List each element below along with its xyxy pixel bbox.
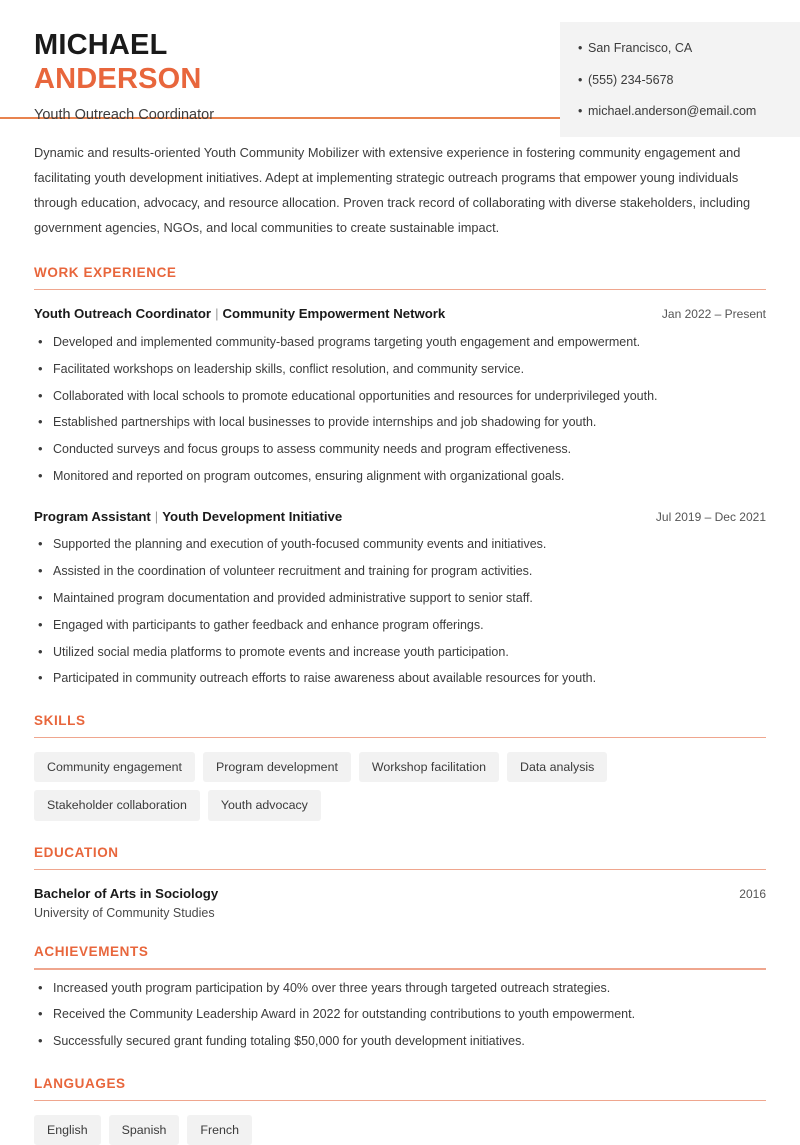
name-first-line xyxy=(34,28,214,62)
professional-summary: Dynamic and results-oriented Youth Community Mobilizer with extensive experience in fostering community engagement and facilitating youth development initiatives. Adept at implementing strategic outreach programs that empower young individuals through education, advocacy, and resource allocation. Proven track record of collaborating with diverse stakeholders, including government agencies, NGOs, and local communities to create sustainable impact. xyxy=(34,145,751,235)
contact-email-text[interactable]: michael.anderson@email.com xyxy=(588,104,757,118)
title-separator: | xyxy=(154,508,159,524)
section-title-skills: SKILLS xyxy=(34,712,86,728)
contact-item-phone[interactable] xyxy=(578,72,784,90)
bullet-icon: • xyxy=(578,72,583,87)
bullet-icon: • xyxy=(578,41,583,55)
section-divider xyxy=(34,737,766,739)
work-entry-title xyxy=(34,305,445,323)
list-item: • Collaborated with local schools to promote educational opportunities and resources for underprivileged youth. xyxy=(34,387,766,406)
work-role: Youth Outreach Coordinator xyxy=(34,306,212,322)
skill-chip: Community engagement xyxy=(34,752,195,782)
list-item: • Increased youth program participation by 40% over three years through targeted outreach strategies. xyxy=(34,979,766,998)
skill-chip: Data analysis xyxy=(507,752,607,782)
list-item: • Monitored and reported on program outcomes, ensuring alignment with organizational goals. xyxy=(34,467,766,486)
section-skills xyxy=(34,713,766,821)
achievements-list xyxy=(34,979,766,1052)
list-item: • Supported the planning and execution of youth-focused community events and initiatives. xyxy=(34,535,766,554)
skill-chip: Stakeholder collaboration xyxy=(34,790,200,820)
section-work-experience xyxy=(34,265,766,689)
list-item: • Maintained program documentation and provided administrative support to senior staff. xyxy=(34,589,766,608)
list-item: • Engaged with participants to gather feedback and enhance program offerings. xyxy=(34,616,766,635)
language-chip: Spanish xyxy=(109,1115,180,1145)
resume-header xyxy=(0,0,800,124)
work-role: Program Assistant xyxy=(34,508,151,524)
education-entry xyxy=(34,886,766,920)
skill-chip: Program development xyxy=(203,752,351,782)
contact-info-box xyxy=(560,22,800,137)
work-entry xyxy=(34,305,766,486)
education-date: 2016 xyxy=(739,887,766,902)
languages-chip-list xyxy=(34,1115,766,1145)
contact-item-email[interactable] xyxy=(578,103,784,121)
work-bullet-list xyxy=(34,333,766,487)
work-entry-title xyxy=(34,508,342,526)
section-title-achievements: ACHIEVEMENTS xyxy=(34,944,149,960)
work-organization: Youth Development Initiative xyxy=(162,508,343,524)
list-item: • Conducted surveys and focus groups to assess community needs and program effectiveness. xyxy=(34,440,766,459)
language-chip: English xyxy=(34,1115,101,1145)
section-title-languages: LANGUAGES xyxy=(34,1075,126,1091)
list-item: • Utilized social media platforms to promote events and increase youth participation. xyxy=(34,643,766,662)
section-divider xyxy=(34,289,766,291)
section-divider xyxy=(34,869,766,871)
skill-chip: Youth advocacy xyxy=(208,790,321,820)
work-date-range: Jul 2019 – Dec 2021 xyxy=(655,509,766,524)
job-title: Youth Outreach Coordinator xyxy=(34,107,215,124)
last-name: ANDERSON xyxy=(34,63,202,96)
list-item: • Assisted in the coordination of volunteer recruitment and training for program activities. xyxy=(34,562,766,581)
contact-location-text: San Francisco, CA xyxy=(588,41,693,55)
education-entry-header xyxy=(34,886,766,901)
title-separator: | xyxy=(215,306,219,322)
contact-phone-text[interactable]: (555) 234-5678 xyxy=(588,72,674,87)
work-entry xyxy=(34,508,766,689)
work-entry-header xyxy=(34,508,766,526)
section-title-work: WORK EXPERIENCE xyxy=(34,264,177,280)
list-item: • Facilitated workshops on leadership skills, conflict resolution, and community service. xyxy=(34,360,766,379)
list-item: • Successfully secured grant funding totaling $50,000 for youth development initiatives. xyxy=(34,1032,766,1051)
list-item: • Received the Community Leadership Award in 2022 for outstanding contributions to youth empowerment. xyxy=(34,1005,766,1024)
work-organization: Community Empowerment Network xyxy=(222,306,446,322)
resume-body xyxy=(0,141,800,1145)
list-item: • Participated in community outreach efforts to raise awareness about available resources for youth. xyxy=(34,669,766,688)
name-last-line xyxy=(34,62,214,96)
contact-item-location xyxy=(578,40,784,58)
section-achievements xyxy=(34,944,766,1052)
first-name: MICHAEL xyxy=(34,29,168,61)
section-divider xyxy=(34,968,766,970)
list-item: • Developed and implemented community-based programs targeting youth engagement and empowerment. xyxy=(34,333,766,352)
list-item: • Established partnerships with local businesses to provide internships and job shadowing for youth. xyxy=(34,413,766,432)
identity-block xyxy=(0,22,214,123)
work-bullet-list xyxy=(34,535,766,689)
education-school: University of Community Studies xyxy=(34,906,215,921)
section-education xyxy=(34,845,766,921)
language-chip: French xyxy=(187,1115,252,1145)
work-date-range: Jan 2022 – Present xyxy=(661,307,766,322)
skills-chip-list xyxy=(34,752,766,820)
section-title-education: EDUCATION xyxy=(34,844,119,860)
work-entry-header xyxy=(34,305,766,323)
section-languages xyxy=(34,1076,766,1145)
section-divider xyxy=(34,1100,766,1102)
education-degree: Bachelor of Arts in Sociology xyxy=(34,886,219,902)
bullet-icon: • xyxy=(578,104,583,118)
skill-chip: Workshop facilitation xyxy=(359,752,499,782)
